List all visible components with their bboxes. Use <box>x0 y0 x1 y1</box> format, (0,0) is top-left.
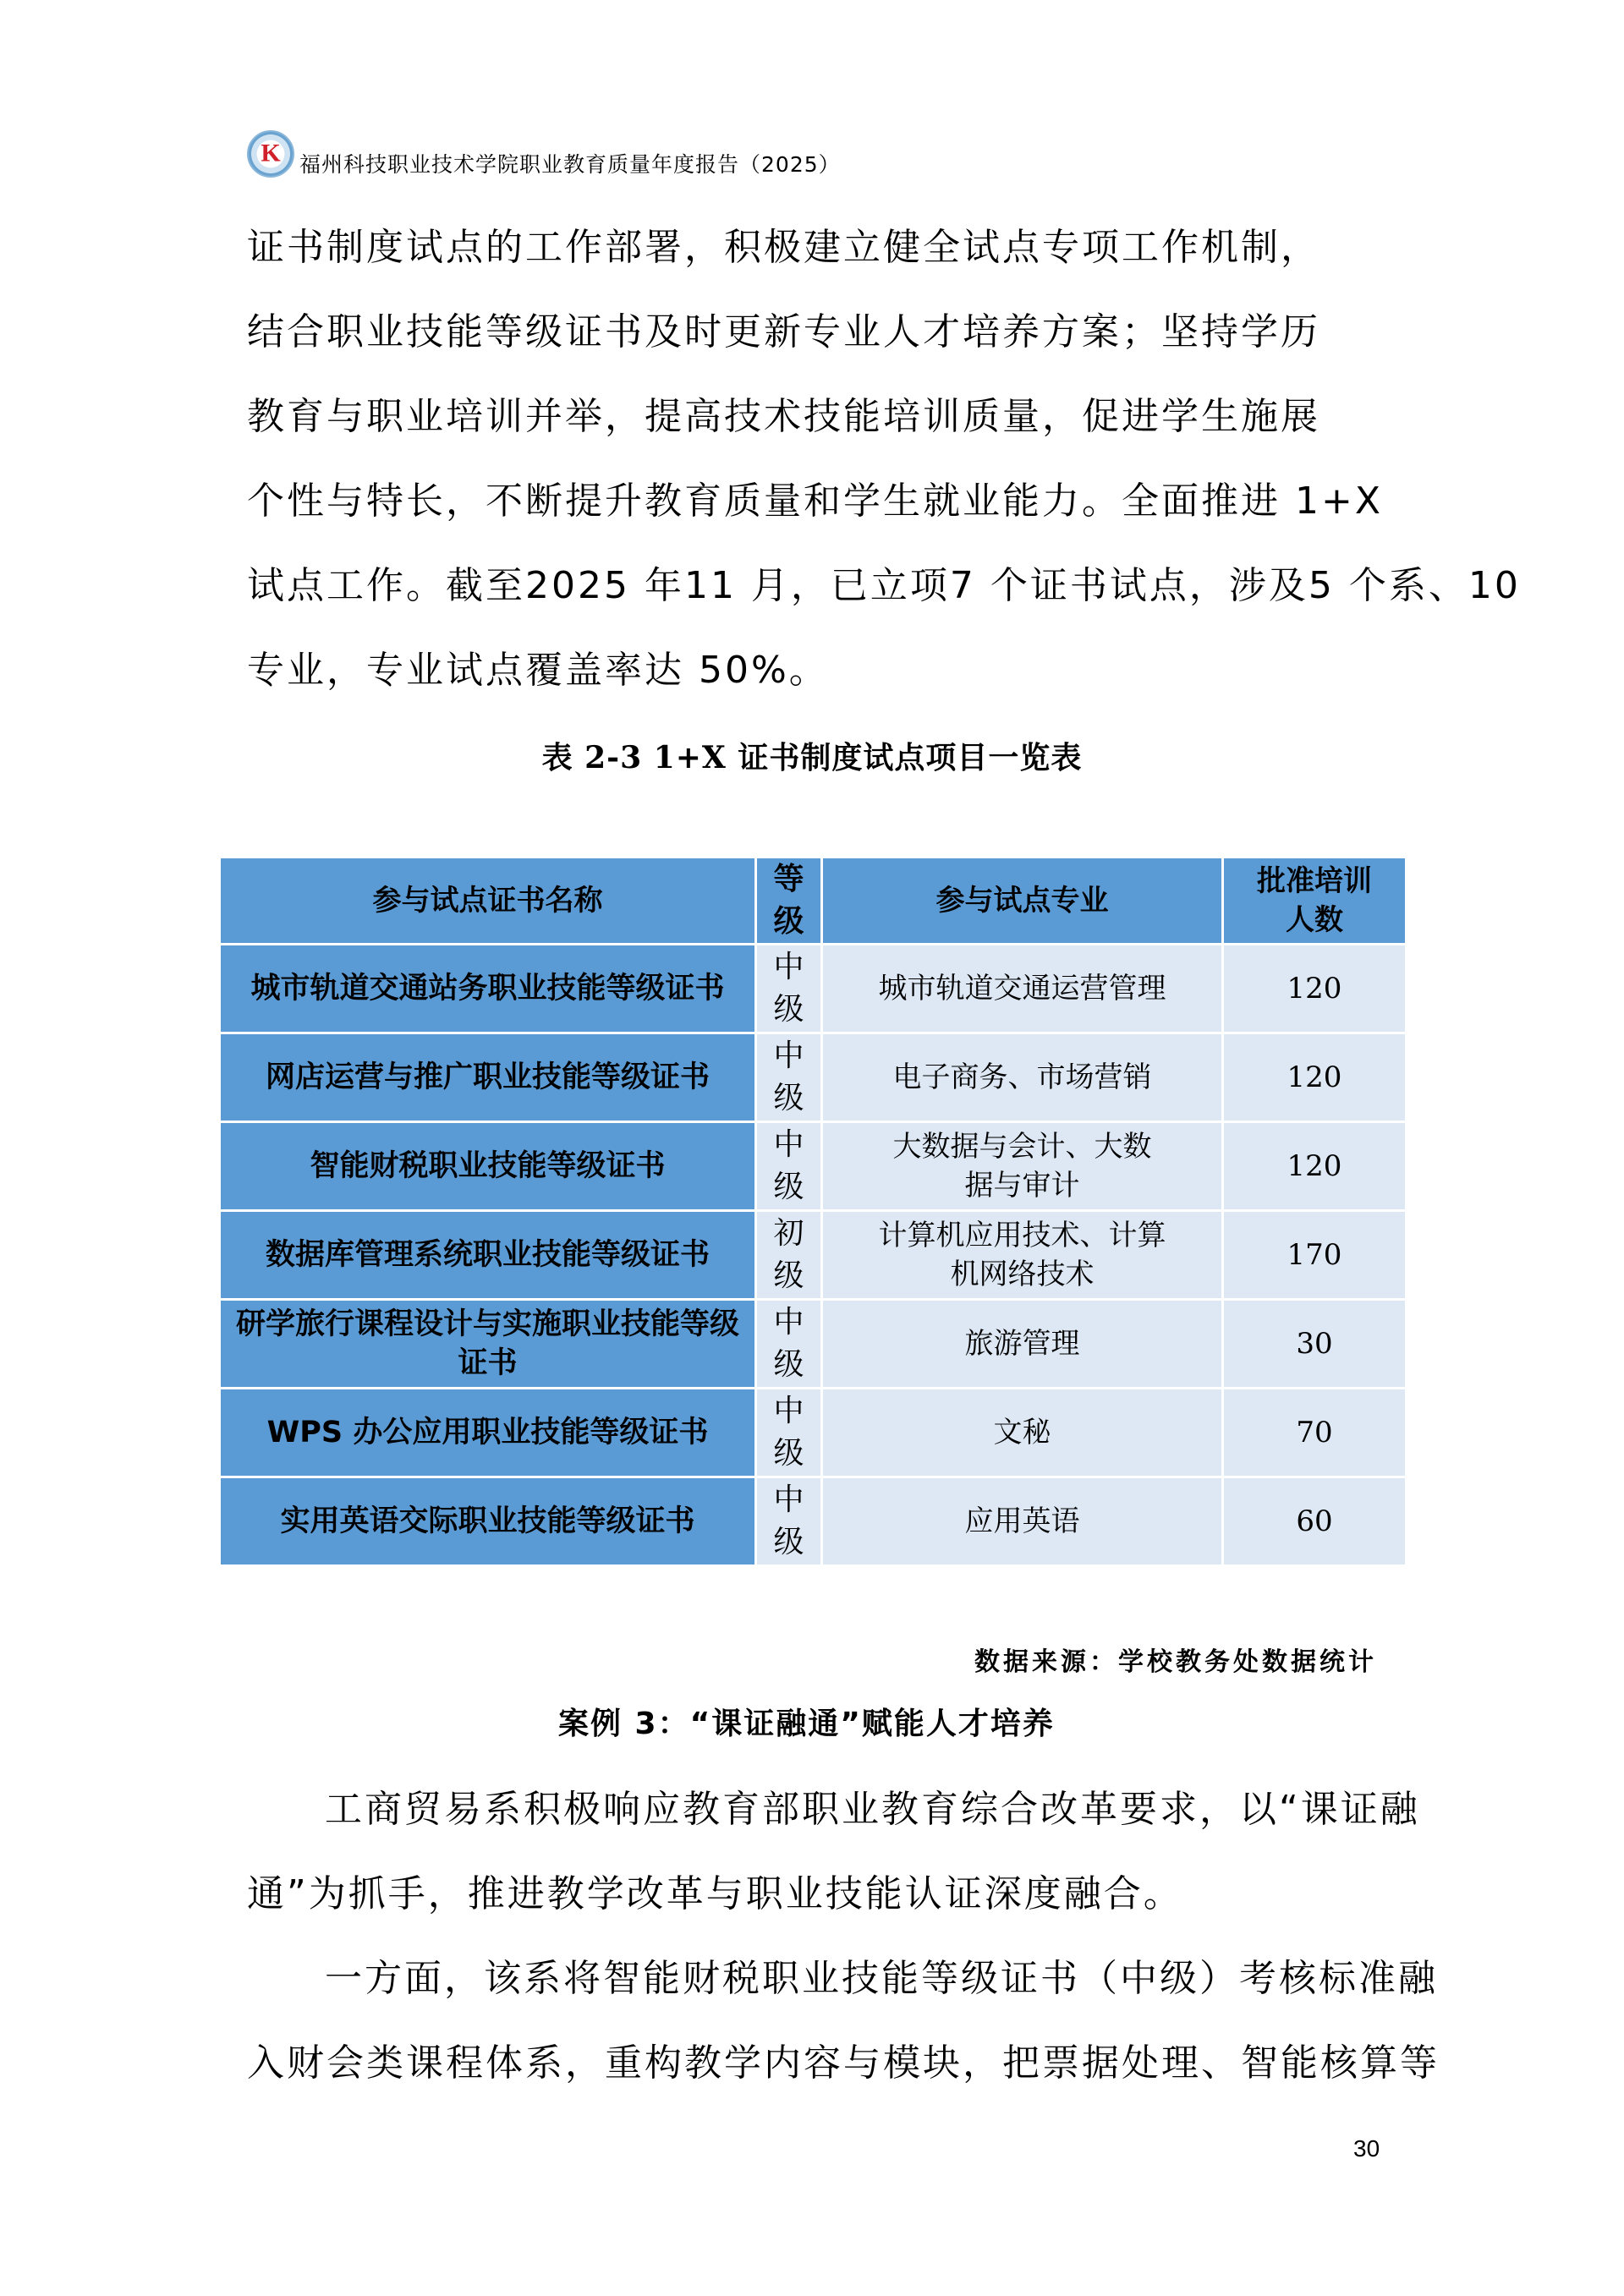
cert-major: 应用英语 <box>822 1477 1223 1566</box>
cert-name: 网店运营与推广职业技能等级证书 <box>220 1033 756 1122</box>
cert-grade: 中级 <box>756 1389 822 1477</box>
text-line: 一方面，该系将智能财税职业技能等级证书（中级）考核标准融 <box>325 1957 1438 2000</box>
table-caption: 表 2-3 1+X 证书制度试点项目一览表 <box>541 740 1083 775</box>
header-title: 福州科技职业技术学院职业教育质量年度报告（2025） <box>299 152 841 177</box>
cert-major: 旅游管理 <box>822 1300 1223 1389</box>
text-line: 教育与职业培训并举，提高技术技能培训质量，促进学生施展 <box>247 395 1320 438</box>
table-row <box>220 1033 1407 1122</box>
text-line: 证书制度试点的工作部署，积极建立健全试点专项工作机制， <box>247 226 1320 269</box>
cert-count: 70 <box>1223 1389 1407 1477</box>
text-line: 通”为抓手，推进教学改革与职业技能认证深度融合。 <box>247 1872 1183 1915</box>
header-major: 参与试点专业 <box>822 858 1223 945</box>
cert-grade: 中级 <box>756 1300 822 1389</box>
cert-major: 电子商务、市场营销 <box>822 1033 1223 1122</box>
case-title: 案例 3：“课证融通”赋能人才培养 <box>558 1707 1055 1741</box>
cert-grade: 中级 <box>756 1122 822 1211</box>
cert-count: 120 <box>1223 945 1407 1033</box>
cert-count: 30 <box>1223 1300 1407 1389</box>
cert-grade: 中级 <box>756 1033 822 1122</box>
certificate-table <box>218 856 1407 1567</box>
case-paragraph <box>247 1767 1440 2106</box>
text-line: 个性与特长，不断提升教育质量和学生就业能力。全面推进 1+X <box>247 479 1383 523</box>
cert-name: 城市轨道交通站务职业技能等级证书 <box>220 945 756 1033</box>
text-line: 入财会类课程体系，重构教学内容与模块，把票据处理、智能核算等 <box>247 2041 1440 2085</box>
text-line: 结合职业技能等级证书及时更新专业人才培养方案；坚持学历 <box>247 310 1320 353</box>
page-header <box>247 118 841 178</box>
cert-name: 研学旅行课程设计与实施职业技能等级证书 <box>220 1300 756 1389</box>
cert-major: 计算机应用技术、计算机网络技术 <box>822 1211 1223 1300</box>
header-grade: 等级 <box>756 858 822 945</box>
cert-name: WPS 办公应用职业技能等级证书 <box>220 1389 756 1477</box>
cert-grade: 中级 <box>756 945 822 1033</box>
cert-count: 120 <box>1223 1033 1407 1122</box>
table-row <box>220 1211 1407 1300</box>
text-line: 试点工作。截至2025 年11 月，已立项7 个证书试点，涉及5 个系、10 <box>247 564 1521 607</box>
page-number: 30 <box>1353 2135 1380 2162</box>
header-count: 批准培训人数 <box>1223 858 1407 945</box>
cert-name: 实用英语交际职业技能等级证书 <box>220 1477 756 1566</box>
table-row <box>220 1300 1407 1389</box>
cert-major: 文秘 <box>822 1389 1223 1477</box>
text-line: 专业，专业试点覆盖率达 50%。 <box>247 649 829 692</box>
table-row <box>220 1122 1407 1211</box>
cert-major: 大数据与会计、大数据与审计 <box>822 1122 1223 1211</box>
table-row <box>220 945 1407 1033</box>
data-source-note: 数据来源：学校教务处数据统计 <box>974 1647 1377 1677</box>
cert-name: 智能财税职业技能等级证书 <box>220 1122 756 1211</box>
cert-name: 数据库管理系统职业技能等级证书 <box>220 1211 756 1300</box>
cert-count: 170 <box>1223 1211 1407 1300</box>
table-row <box>220 1477 1407 1566</box>
cert-grade: 初级 <box>756 1211 822 1300</box>
cert-count: 120 <box>1223 1122 1407 1211</box>
text-line: 工商贸易系积极响应教育部职业教育综合改革要求，以“课证融 <box>325 1788 1420 1831</box>
table-header-row <box>220 858 1407 945</box>
table-row <box>220 1389 1407 1477</box>
school-logo-icon: K <box>247 130 294 178</box>
cert-count: 60 <box>1223 1477 1407 1566</box>
intro-paragraph <box>247 205 1521 713</box>
cert-grade: 中级 <box>756 1477 822 1566</box>
header-cert-name: 参与试点证书名称 <box>220 858 756 945</box>
cert-major: 城市轨道交通运营管理 <box>822 945 1223 1033</box>
